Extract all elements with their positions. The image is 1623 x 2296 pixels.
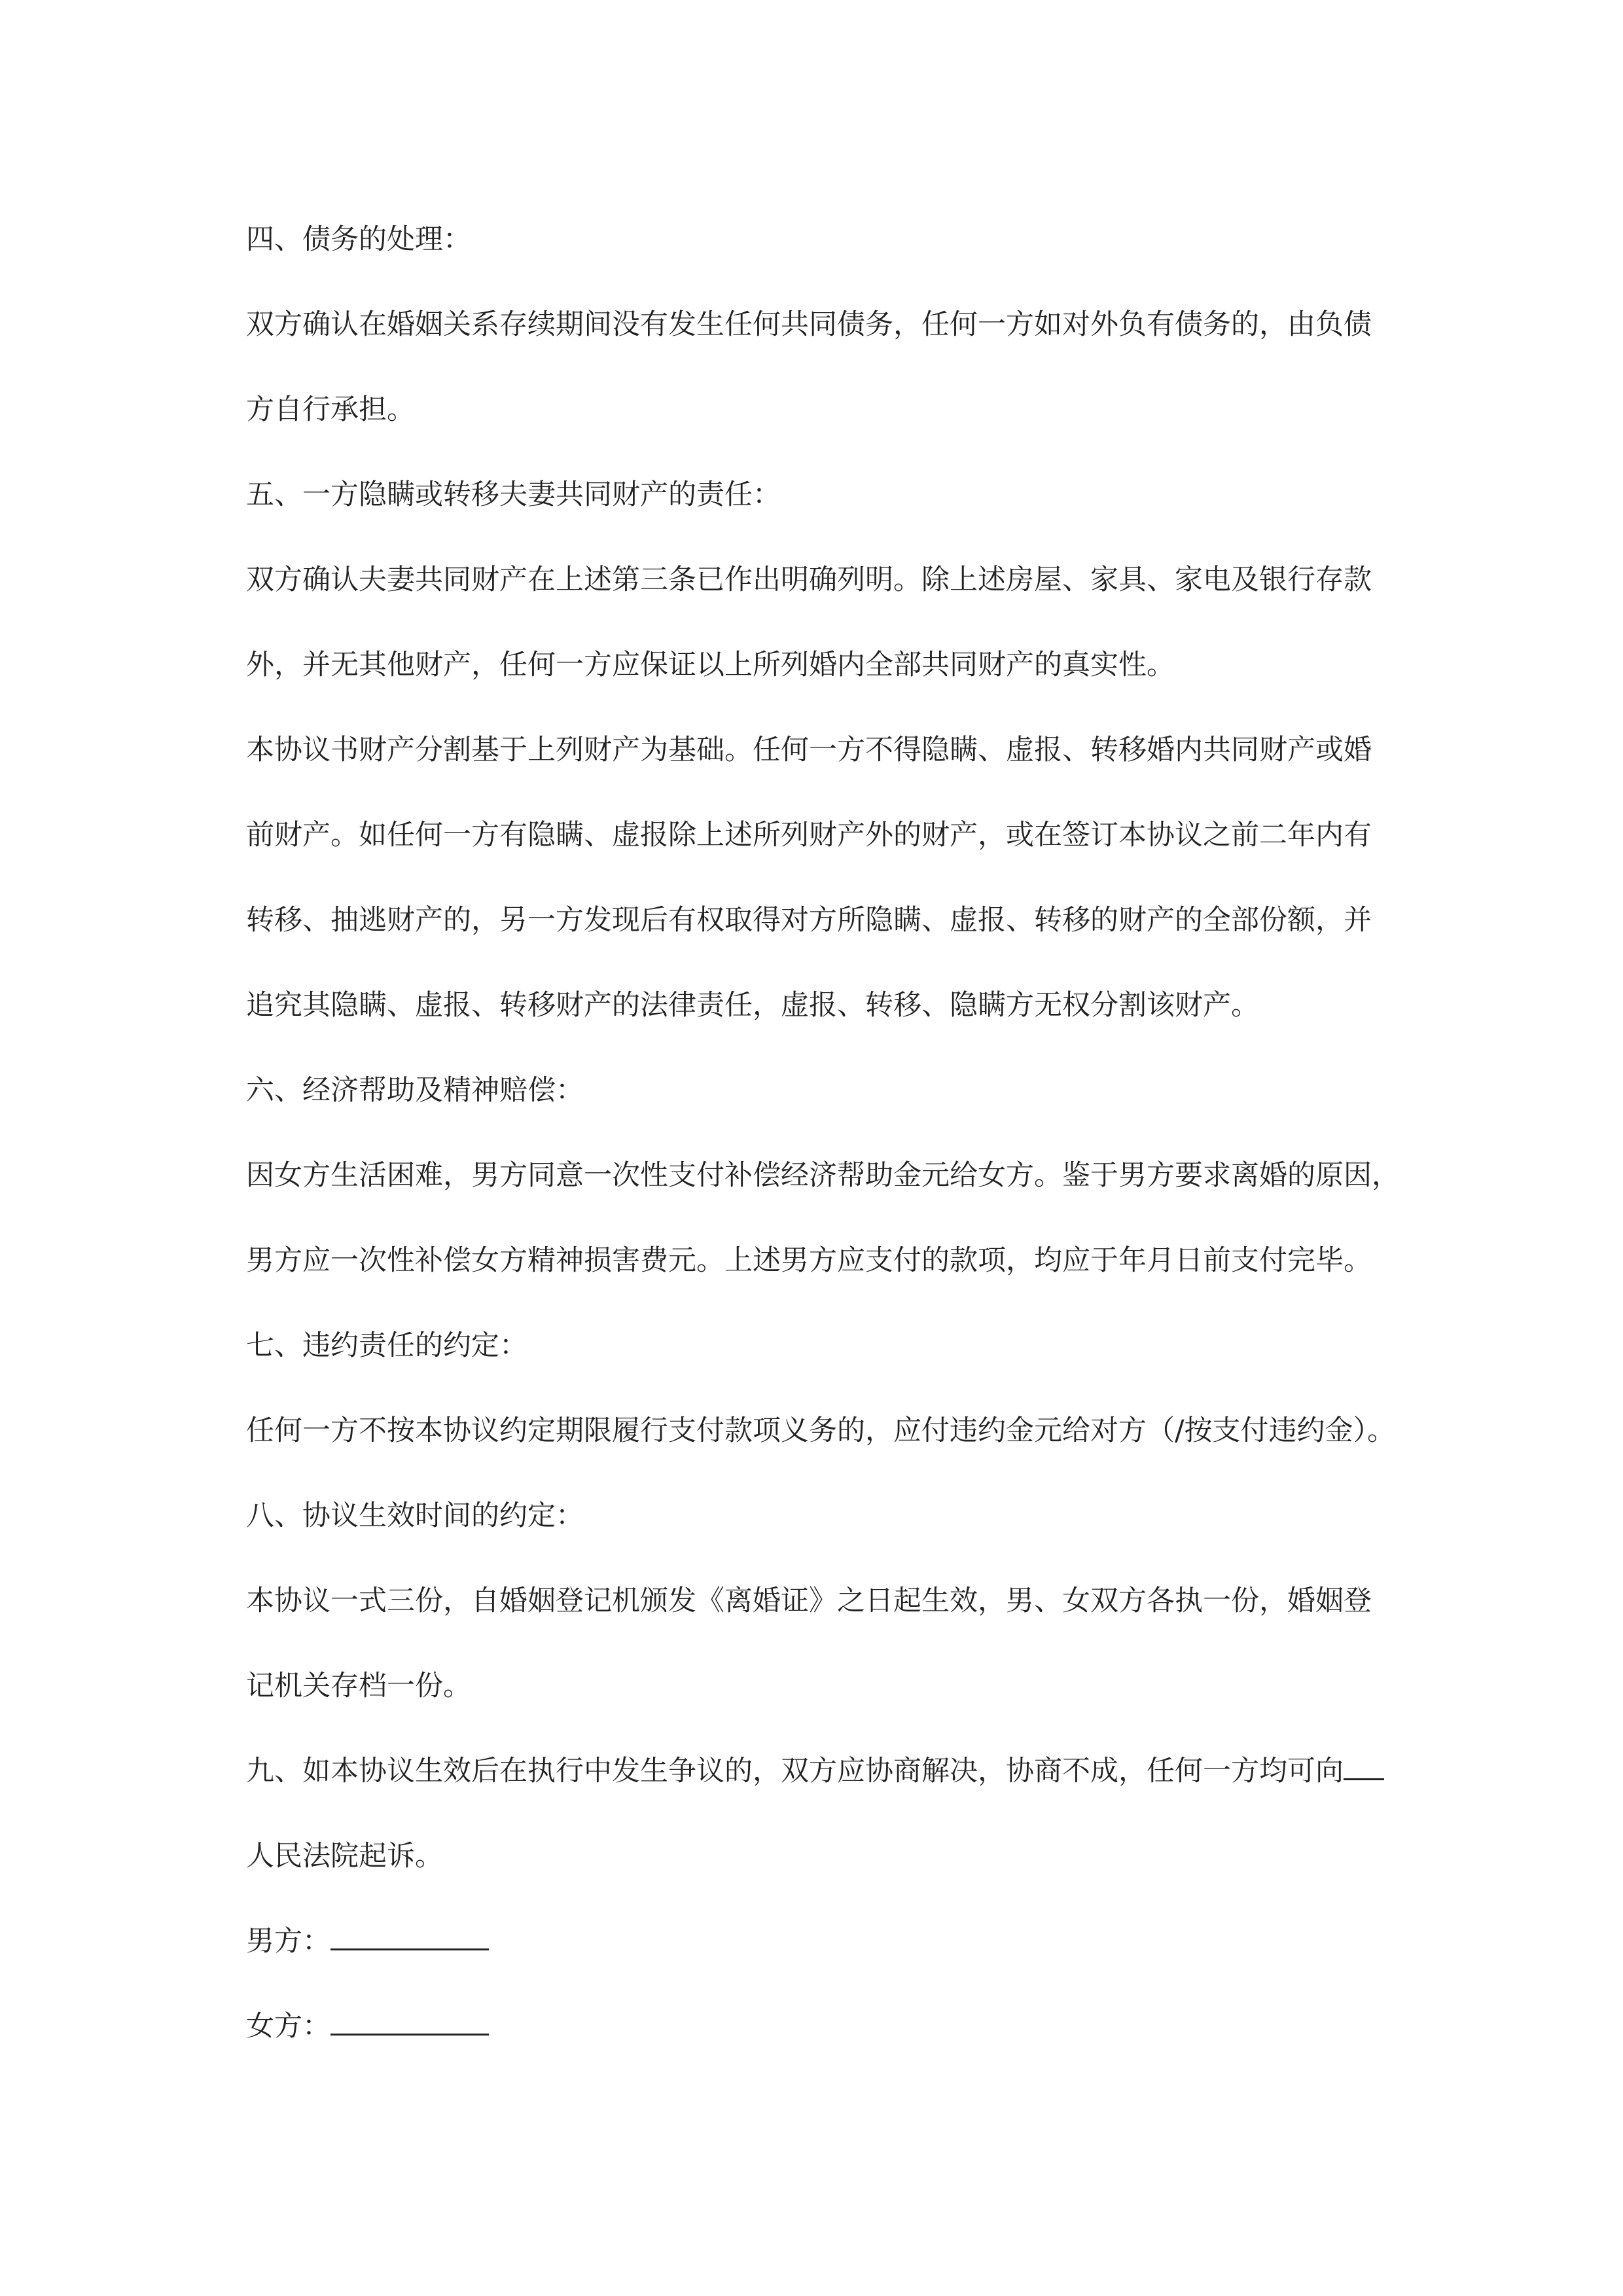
paragraph-line: 前财产。如任何一方有隐瞒、虚报除上述所列财产外的财产，或在签订本协议之前二年内有 xyxy=(246,819,1372,852)
paragraph-line: 方自行承担。 xyxy=(246,393,415,426)
female-signature-line xyxy=(246,2003,489,2049)
male-signature-blank[interactable] xyxy=(330,1918,489,1950)
court-name-blank[interactable] xyxy=(1344,1748,1384,1780)
section-9-line xyxy=(246,1748,1384,1794)
section-5-heading: 五、一方隐瞒或转移夫妻共同财产的责任： xyxy=(246,478,781,511)
section-6-heading: 六、经济帮助及精神赔偿： xyxy=(246,1074,584,1107)
paragraph-line: 人民法院起诉。 xyxy=(246,1840,443,1873)
male-signature-label: 男方： xyxy=(246,1925,330,1958)
paragraph-line: 本协议一式三份，自婚姻登记机颁发《离婚证》之日起生效，男、女双方各执一份，婚姻登 xyxy=(246,1585,1372,1617)
paragraph-line: 追究其隐瞒、虚报、转移财产的法律责任，虚报、转移、隐瞒方无权分割该财产。 xyxy=(246,989,1259,1022)
paragraph-line: 外，并无其他财产，任何一方应保证以上所列婚内全部共同财产的真实性。 xyxy=(246,649,1175,681)
section-9-text: 九、如本协议生效后在执行中发生争议的，双方应协商解决，协商不成，任何一方均可向 xyxy=(246,1755,1344,1787)
paragraph-line: 记机关存档一份。 xyxy=(246,1670,471,1702)
paragraph-line: 双方确认夫妻共同财产在上述第三条已作出明确列明。除上述房屋、家具、家电及银行存款 xyxy=(246,564,1372,596)
paragraph-line: 因女方生活困难，男方同意一次性支付补偿经济帮助金元给女方。鉴于男方要求离婚的原因， xyxy=(246,1159,1400,1192)
paragraph-line: 转移、抽逃财产的，另一方发现后有权取得对方所隐瞒、虚报、转移的财产的全部份额，并 xyxy=(246,904,1372,937)
paragraph-line: 男方应一次性补偿女方精神损害费元。上述男方应支付的款项，均应于年月日前支付完毕。 xyxy=(246,1244,1372,1277)
female-signature-label: 女方： xyxy=(246,2010,330,2043)
section-8-heading: 八、协议生效时间的约定： xyxy=(246,1499,584,1532)
paragraph-line: 任何一方不按本协议约定期限履行支付款项义务的，应付违约金元给对方（/按支付违约金）。 xyxy=(246,1414,1395,1447)
paragraph-line: 双方确认在婚姻关系存续期间没有发生任何共同债务，任何一方如对外负有债务的，由负债 xyxy=(246,308,1372,341)
section-7-heading: 七、违约责任的约定： xyxy=(246,1329,527,1362)
female-signature-blank[interactable] xyxy=(330,2003,489,2036)
male-signature-line xyxy=(246,1918,489,1964)
section-4-heading: 四、债务的处理： xyxy=(246,223,471,256)
paragraph-line: 本协议书财产分割基于上列财产为基础。任何一方不得隐瞒、虚报、转移婚内共同财产或婚 xyxy=(246,734,1372,766)
